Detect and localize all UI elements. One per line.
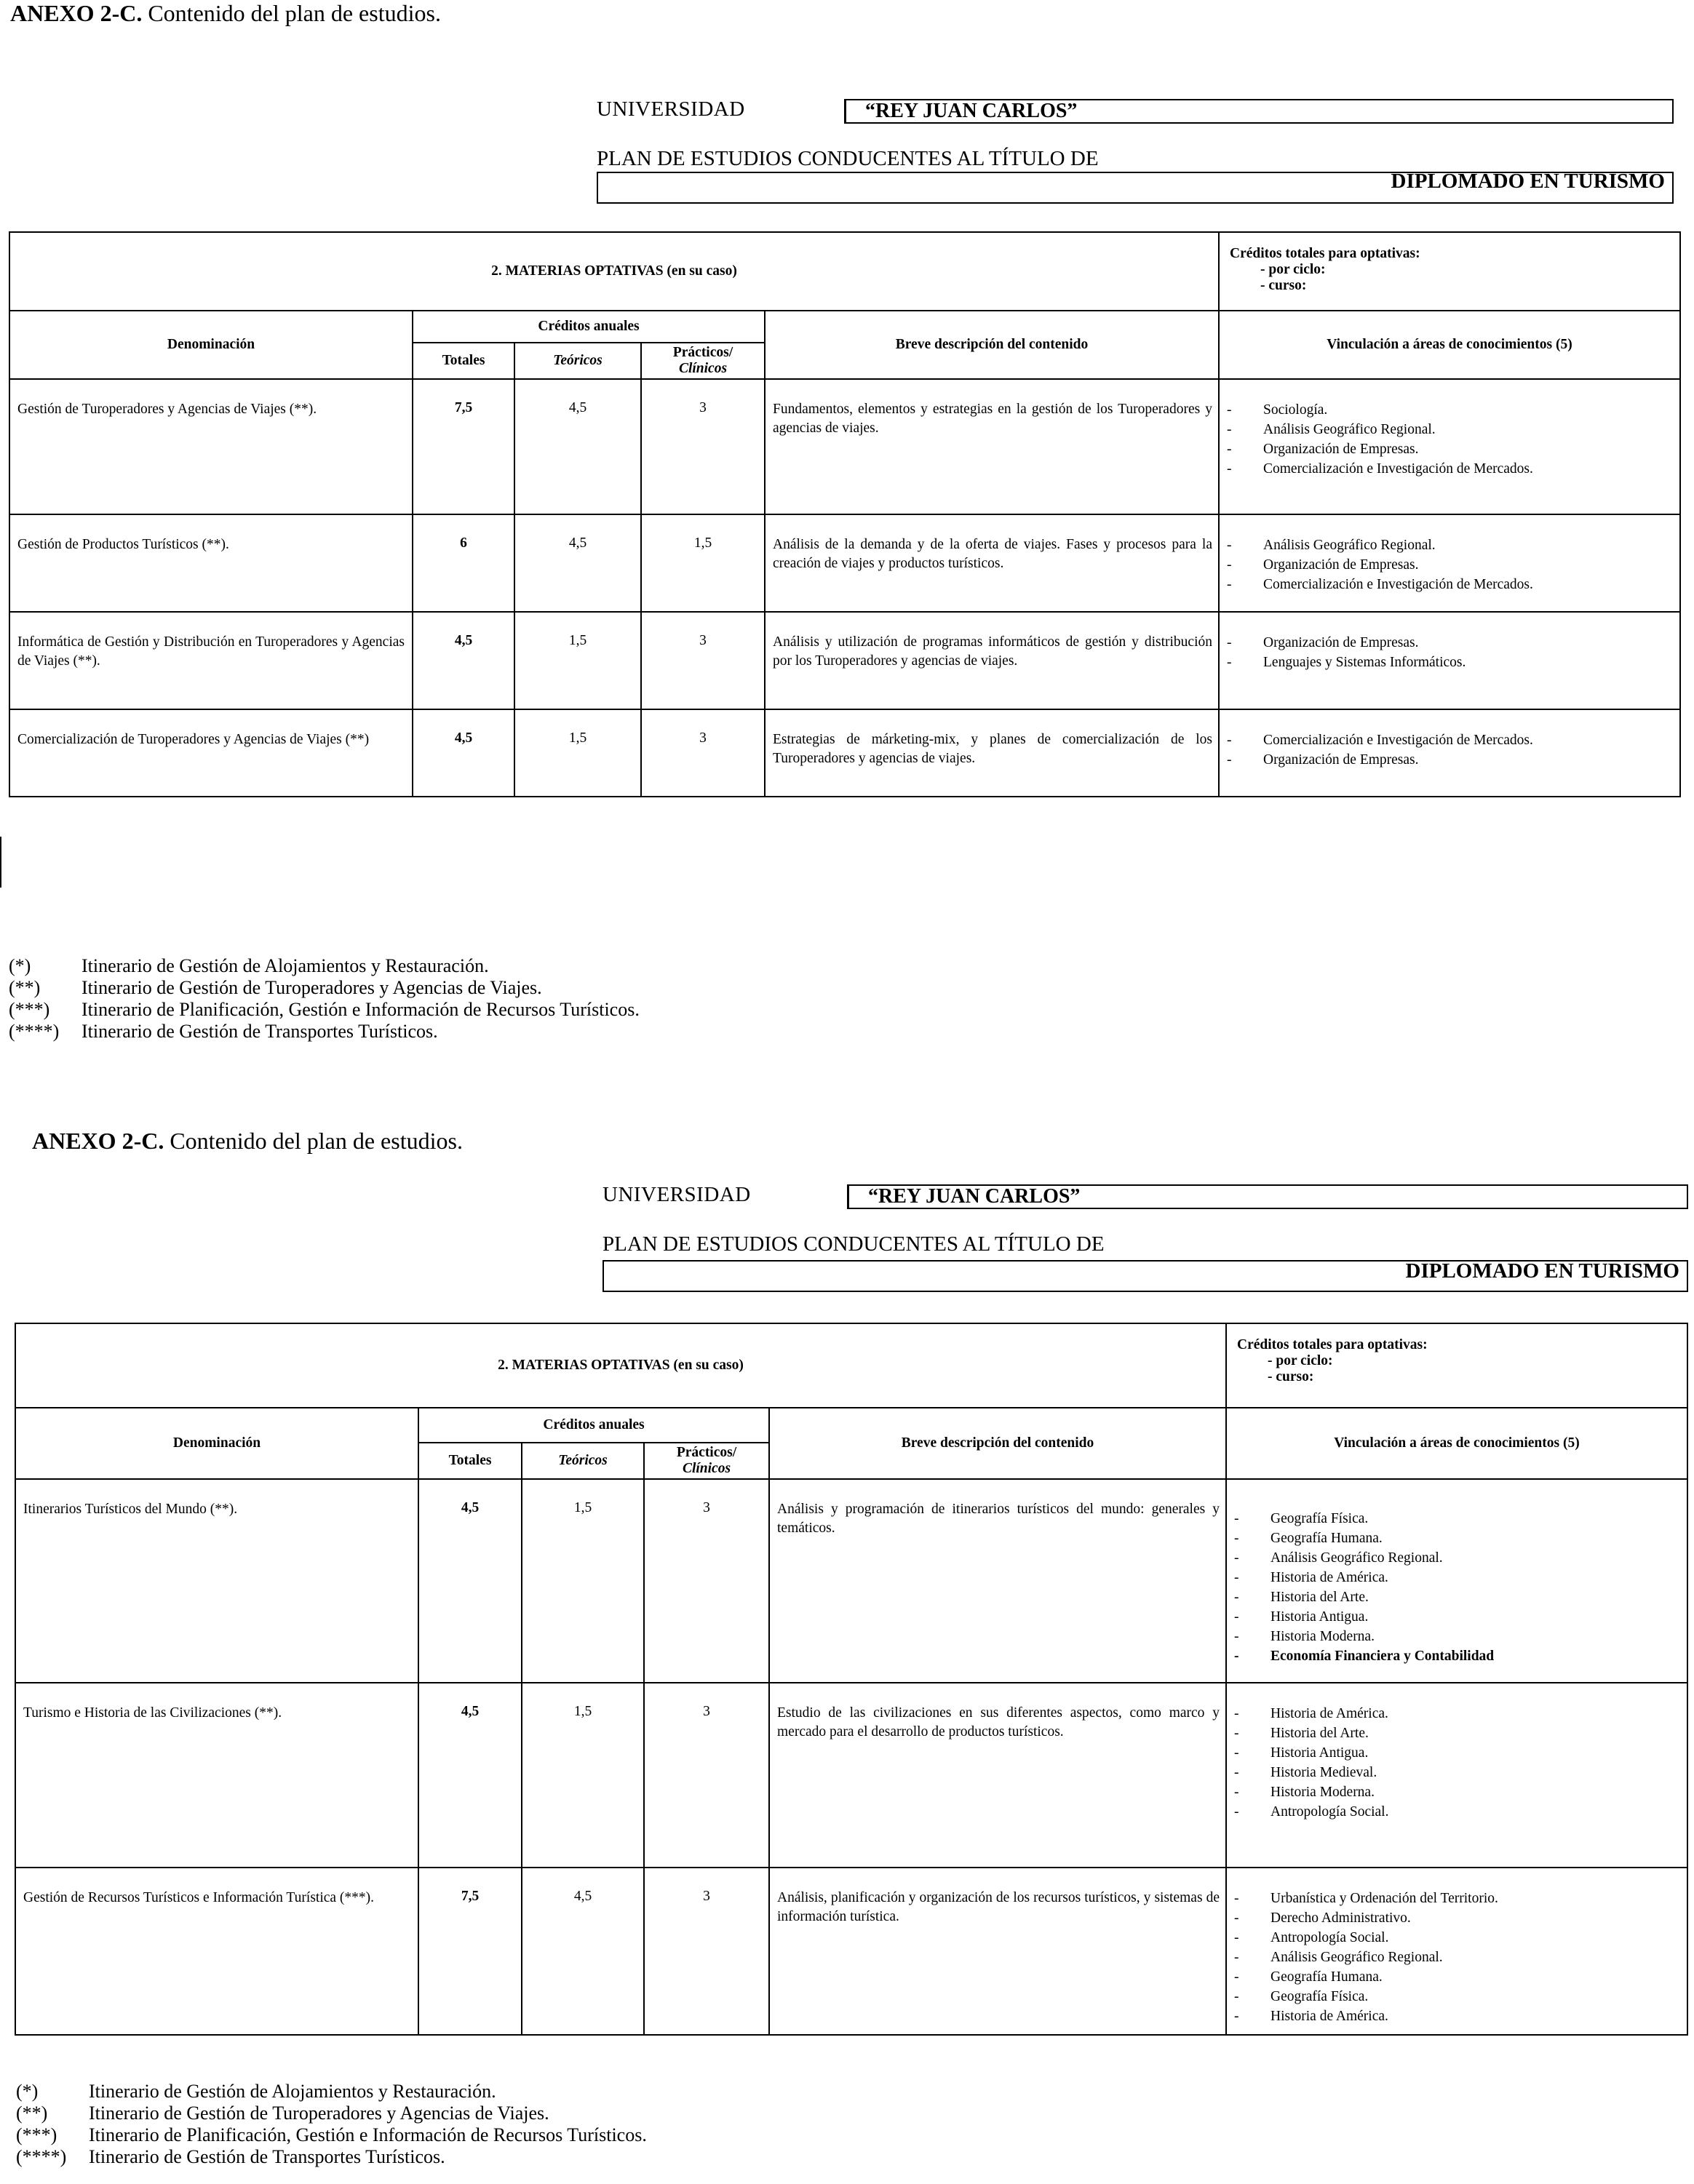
- practicos-cell: 3: [641, 612, 765, 709]
- totales-cell: 6: [413, 514, 514, 612]
- teoricos-cell: 4,5: [514, 379, 641, 514]
- note-item: (***) Itinerario de Planificación, Gestión e Información de Recursos Turísticos.: [9, 999, 640, 1020]
- universidad-label: UNIVERSIDAD: [603, 1183, 751, 1206]
- note-item: (*) Itinerario de Gestión de Alojamientos y Restauración.: [9, 955, 489, 976]
- area-item: - Comercialización e Investigación de Mercados.: [1227, 459, 1675, 479]
- plan-label: PLAN DE ESTUDIOS CONDUCENTES AL TÍTULO DE: [597, 147, 1099, 170]
- header-totales: Totales: [413, 343, 514, 379]
- note-item: (****) Itinerario de Gestión de Transportes Turísticos.: [16, 2146, 445, 2167]
- totales-cell: 7,5: [413, 379, 514, 514]
- denominacion-cell: Informática de Gestión y Distribución en Turoperadores y Agencias de Viajes (**).: [9, 612, 413, 709]
- denominacion-cell: Itinerarios Turísticos del Mundo (**).: [15, 1479, 418, 1683]
- practicos-cell: 3: [644, 1683, 769, 1868]
- teoricos-cell: 4,5: [522, 1868, 644, 2035]
- practicos-cell: 3: [644, 1479, 769, 1683]
- denominacion-cell: Gestión de Turoperadores y Agencias de Viajes (**).: [9, 379, 413, 514]
- area-item: - Historia Moderna.: [1234, 1627, 1682, 1646]
- header-denominacion: Denominación: [15, 1408, 418, 1479]
- areas-cell: [1219, 514, 1680, 612]
- area-item: - Organización de Empresas.: [1227, 750, 1675, 770]
- anexo-heading: ANEXO 2-C. Contenido del plan de estudios.: [10, 0, 441, 26]
- table-row: [15, 1683, 1687, 1868]
- table-title: 2. MATERIAS OPTATIVAS (en su caso): [15, 1323, 1226, 1408]
- area-item: - Comercialización e Investigación de Mercados.: [1227, 575, 1675, 594]
- area-item: - Historia de América.: [1234, 1568, 1682, 1587]
- area-item: - Geografía Humana.: [1234, 1967, 1682, 1987]
- note-item: (*) Itinerario de Gestión de Alojamientos y Restauración.: [16, 2081, 496, 2102]
- descripcion-cell: Análisis, planificación y organización de los recursos turísticos, y sistemas de información turística.: [769, 1868, 1226, 2035]
- totales-cell: 4,5: [418, 1683, 522, 1868]
- area-item: - Historia del Arte.: [1234, 1587, 1682, 1607]
- teoricos-cell: 1,5: [522, 1479, 644, 1683]
- note-item: (**) Itinerario de Gestión de Turoperadores y Agencias de Viajes.: [9, 977, 542, 998]
- plan-value: DIPLOMADO EN TURISMO: [597, 172, 1674, 204]
- areas-cell: [1219, 709, 1680, 797]
- area-item: - Historia Medieval.: [1234, 1763, 1682, 1782]
- descripcion-cell: Análisis de la demanda y de la oferta de viajes. Fases y procesos para la creación de viajes y productos turísticos.: [765, 514, 1219, 612]
- descripcion-cell: Análisis y utilización de programas informáticos de gestión y distribución por los Turoperadores y agencias de viajes.: [765, 612, 1219, 709]
- descripcion-cell: Fundamentos, elementos y estrategias en la gestión de los Turoperadores y agencias de viajes.: [765, 379, 1219, 514]
- header-totales: Totales: [418, 1443, 522, 1479]
- optativas-table: [15, 1323, 1688, 2036]
- teoricos-cell: 1,5: [514, 612, 641, 709]
- practicos-cell: 3: [644, 1868, 769, 2035]
- totales-cell: 4,5: [413, 612, 514, 709]
- area-item: - Historia de América.: [1234, 1704, 1682, 1723]
- header-descripcion: Breve descripción del contenido: [769, 1408, 1226, 1479]
- table-row: [9, 612, 1680, 709]
- teoricos-cell: 4,5: [514, 514, 641, 612]
- practicos-cell: 3: [641, 709, 765, 797]
- header-vinculacion: Vinculación a áreas de conocimientos (5): [1226, 1408, 1687, 1479]
- anexo-heading: ANEXO 2-C. Contenido del plan de estudios.: [32, 1128, 463, 1154]
- note-item: (**) Itinerario de Gestión de Turoperadores y Agencias de Viajes.: [16, 2103, 549, 2124]
- header-vinculacion: Vinculación a áreas de conocimientos (5): [1219, 311, 1680, 379]
- totales-cell: 4,5: [413, 709, 514, 797]
- areas-cell: [1226, 1868, 1687, 2035]
- denominacion-cell: Gestión de Recursos Turísticos e Información Turística (***).: [15, 1868, 418, 2035]
- areas-cell: [1219, 379, 1680, 514]
- area-item: - Historia Antigua.: [1234, 1743, 1682, 1763]
- area-item: - Análisis Geográfico Regional.: [1234, 1548, 1682, 1568]
- area-item: - Urbanística y Ordenación del Territorio.: [1234, 1889, 1682, 1908]
- denominacion-cell: Gestión de Productos Turísticos (**).: [9, 514, 413, 612]
- areas-cell: [1219, 612, 1680, 709]
- header-teoricos: Teóricos: [522, 1443, 644, 1479]
- header-descripcion: Breve descripción del contenido: [765, 311, 1219, 379]
- area-item: - Sociología.: [1227, 400, 1675, 420]
- header-practicos: Prácticos/ Clínicos: [644, 1443, 769, 1479]
- practicos-cell: 1,5: [641, 514, 765, 612]
- area-item: - Comercialización e Investigación de Mercados.: [1227, 730, 1675, 750]
- area-item: - Historia de América.: [1234, 2006, 1682, 2026]
- areas-cell: [1226, 1479, 1687, 1683]
- area-item: - Geografía Física.: [1234, 1987, 1682, 2006]
- totales-cell: 7,5: [418, 1868, 522, 2035]
- header-teoricos: Teóricos: [514, 343, 641, 379]
- area-item: - Organización de Empresas.: [1227, 439, 1675, 459]
- margin-mark: [0, 837, 1, 888]
- table-row: [15, 1479, 1687, 1683]
- area-item: - Historia del Arte.: [1234, 1723, 1682, 1743]
- area-item: - Análisis Geográfico Regional.: [1234, 1948, 1682, 1967]
- area-item: - Geografía Humana.: [1234, 1529, 1682, 1548]
- denominacion-cell: Comercialización de Turoperadores y Agencias de Viajes (**): [9, 709, 413, 797]
- area-item: - Organización de Empresas.: [1227, 633, 1675, 653]
- creditos-totales: Créditos totales para optativas: - por ciclo: - curso:: [1226, 1323, 1687, 1408]
- denominacion-cell: Turismo e Historia de las Civilizaciones (**).: [15, 1683, 418, 1868]
- plan-value: DIPLOMADO EN TURISMO: [603, 1260, 1688, 1292]
- creditos-totales: Créditos totales para optativas: - por ciclo: - curso:: [1219, 232, 1680, 311]
- universidad-value: “REY JUAN CARLOS”: [844, 99, 1674, 124]
- area-item: - Historia Moderna.: [1234, 1782, 1682, 1802]
- section-1: [0, 0, 1694, 1091]
- teoricos-cell: 1,5: [514, 709, 641, 797]
- area-item: - Lenguajes y Sistemas Informáticos.: [1227, 653, 1675, 672]
- optativas-table: [9, 231, 1681, 797]
- descripcion-cell: Análisis y programación de itinerarios turísticos del mundo: generales y temáticos.: [769, 1479, 1226, 1683]
- teoricos-cell: 1,5: [522, 1683, 644, 1868]
- section-2: [0, 1091, 1694, 2184]
- table-title: 2. MATERIAS OPTATIVAS (en su caso): [9, 232, 1219, 311]
- table-row: [15, 1868, 1687, 2035]
- universidad-value: “REY JUAN CARLOS”: [847, 1184, 1688, 1209]
- note-item: (***) Itinerario de Planificación, Gestión e Información de Recursos Turísticos.: [16, 2124, 647, 2145]
- area-item: - Historia Antigua.: [1234, 1607, 1682, 1627]
- note-item: (****) Itinerario de Gestión de Transportes Turísticos.: [9, 1021, 438, 1042]
- descripcion-cell: Estrategias de márketing-mix, y planes de comercialización de los Turoperadores y agencias de viajes.: [765, 709, 1219, 797]
- header-practicos: Prácticos/ Clínicos: [641, 343, 765, 379]
- table-row: [9, 709, 1680, 797]
- area-item: - Antropología Social.: [1234, 1802, 1682, 1822]
- table-row: [9, 514, 1680, 612]
- areas-cell: [1226, 1683, 1687, 1868]
- itinerary-notes: [9, 955, 640, 1043]
- table-row: [9, 379, 1680, 514]
- totales-cell: 4,5: [418, 1479, 522, 1683]
- area-item: - Geografía Física.: [1234, 1509, 1682, 1529]
- header-creditos-anuales: Créditos anuales: [413, 311, 765, 343]
- area-item: - Organización de Empresas.: [1227, 555, 1675, 575]
- area-item: - Economía Financiera y Contabilidad: [1234, 1646, 1682, 1666]
- universidad-label: UNIVERSIDAD: [597, 97, 745, 121]
- area-item: - Antropología Social.: [1234, 1928, 1682, 1948]
- descripcion-cell: Estudio de las civilizaciones en sus diferentes aspectos, como marco y mercado para el desarrollo de productos turísticos.: [769, 1683, 1226, 1868]
- area-item: - Análisis Geográfico Regional.: [1227, 420, 1675, 439]
- header-denominacion: Denominación: [9, 311, 413, 379]
- header-creditos-anuales: Créditos anuales: [418, 1408, 769, 1443]
- practicos-cell: 3: [641, 379, 765, 514]
- area-item: - Análisis Geográfico Regional.: [1227, 535, 1675, 555]
- itinerary-notes: [16, 2081, 647, 2168]
- plan-label: PLAN DE ESTUDIOS CONDUCENTES AL TÍTULO DE: [603, 1232, 1105, 1256]
- area-item: - Derecho Administrativo.: [1234, 1908, 1682, 1928]
